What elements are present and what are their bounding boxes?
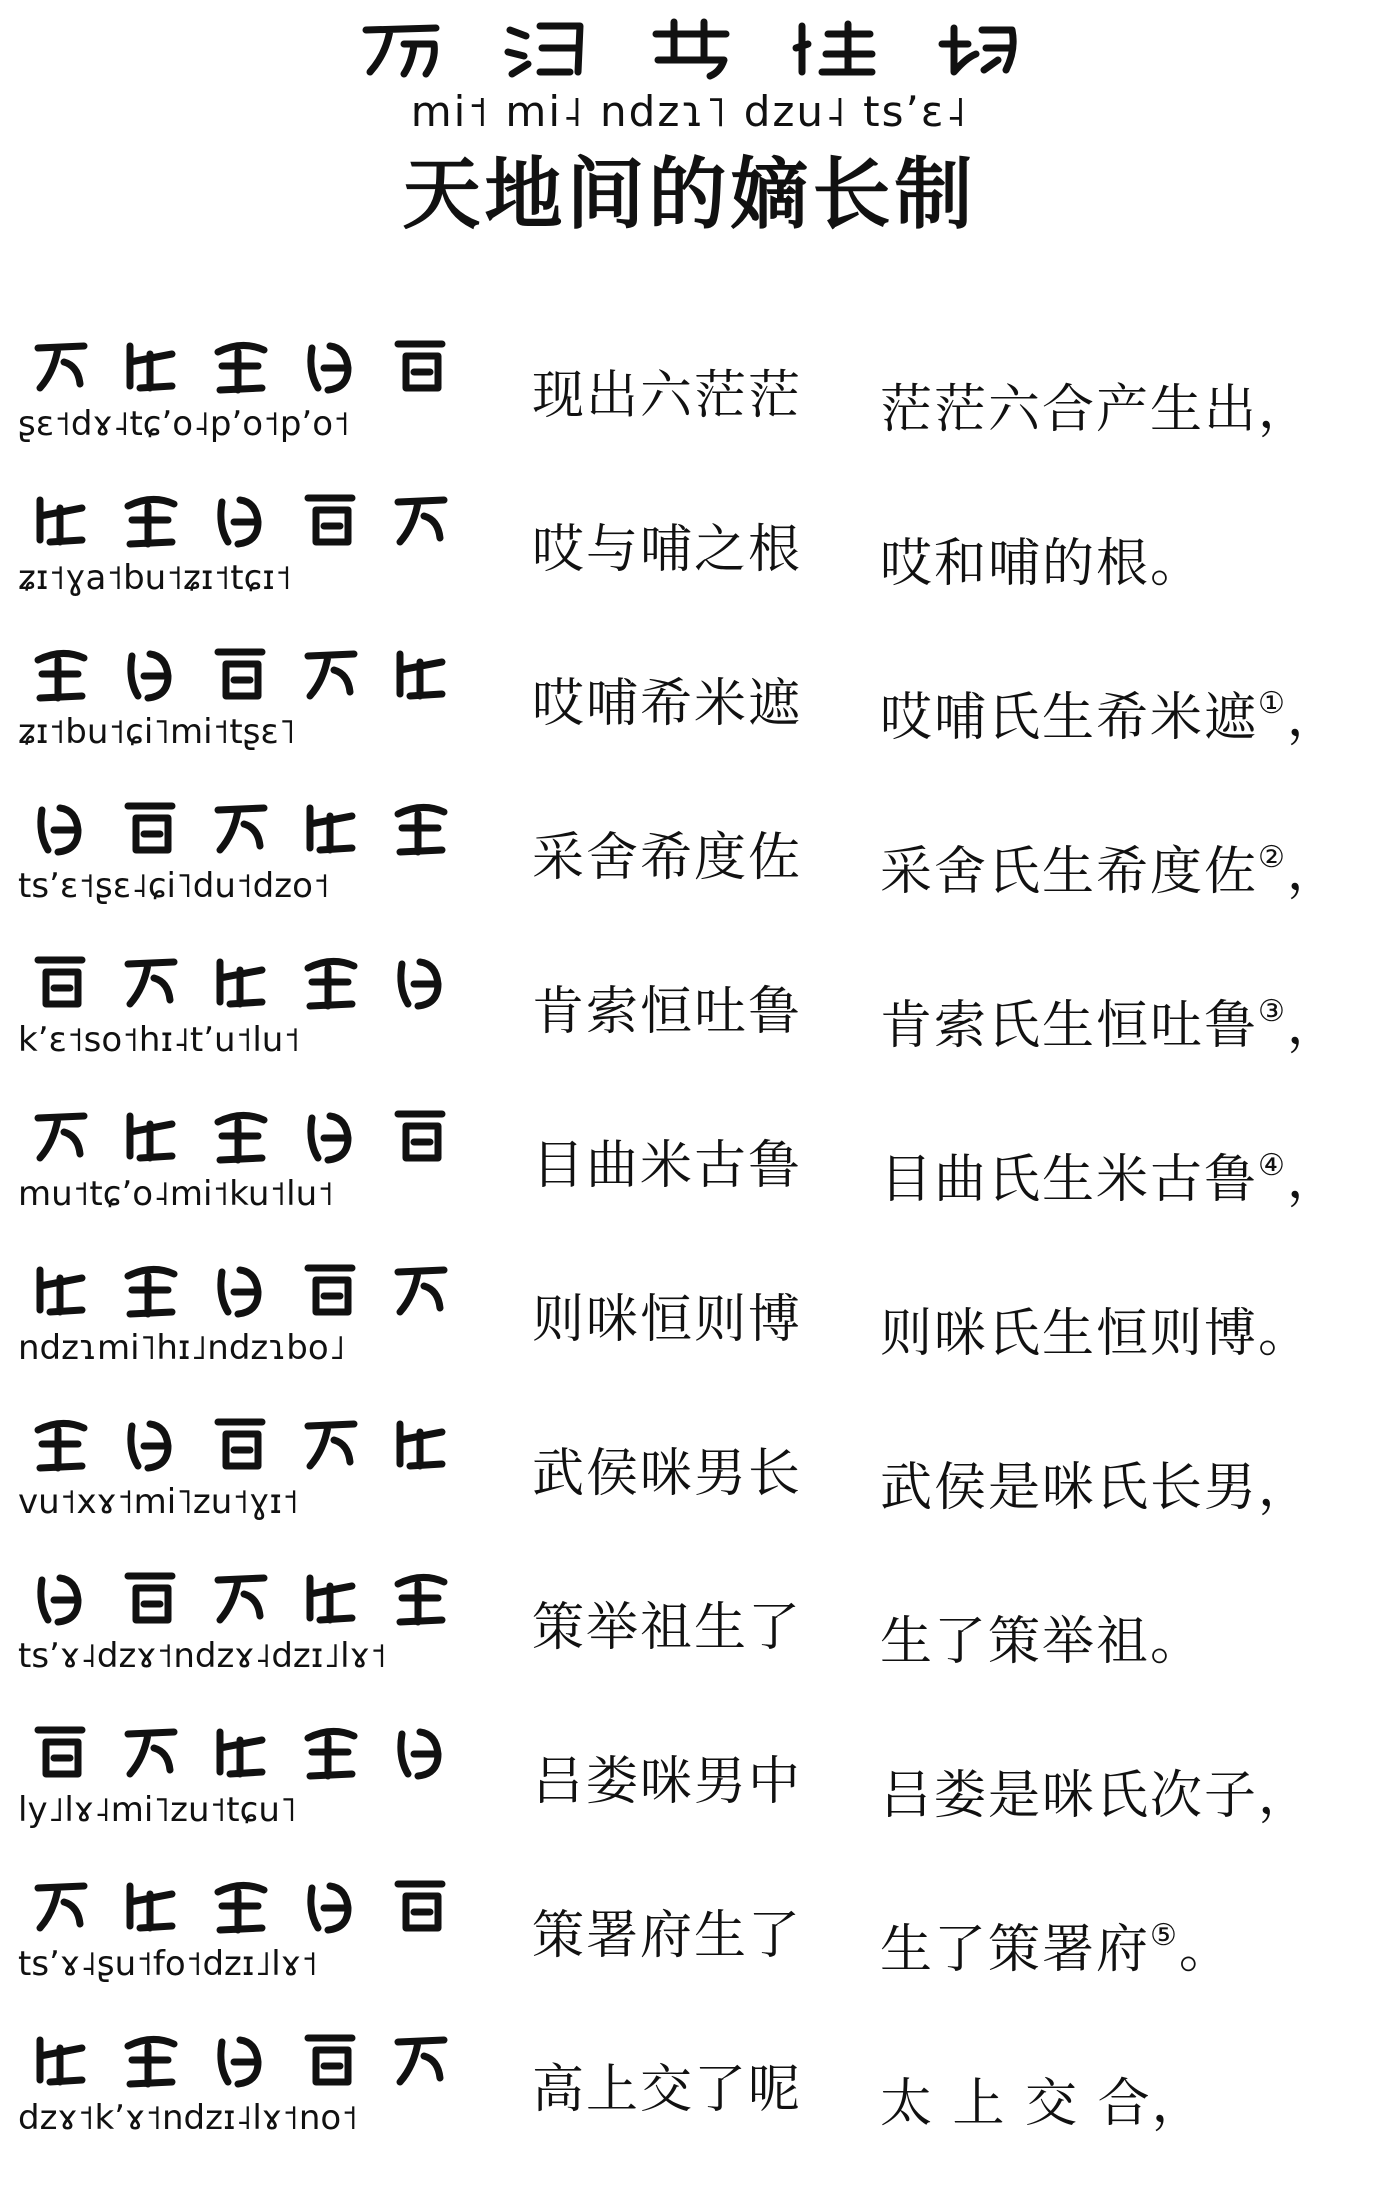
verse-row bbox=[0, 1396, 1379, 1550]
yi-glyph-icon bbox=[388, 640, 454, 704]
verse-transliteration: 目曲米古鲁 bbox=[532, 1136, 803, 1196]
verse-translation bbox=[880, 664, 1341, 758]
footnote-marker: ② bbox=[1258, 840, 1287, 875]
verse-translation bbox=[880, 818, 1341, 912]
verse-translation-text: 采舍氏生希度佐 bbox=[880, 842, 1259, 902]
verse-row bbox=[0, 472, 1379, 626]
title-phonetic: mi˦ mi˨ ndzɿ˥ dzu˨ tsʼɛ˨ bbox=[410, 87, 969, 136]
yi-glyph-icon bbox=[208, 794, 274, 858]
yi-glyph-icon bbox=[388, 948, 454, 1012]
yi-column bbox=[18, 1872, 458, 1988]
yi-glyph-icon bbox=[298, 640, 364, 704]
yi-glyph-icon bbox=[298, 332, 364, 396]
yi-glyph-icon bbox=[28, 640, 94, 704]
yi-glyph-icon bbox=[388, 486, 454, 550]
verse-punctuation: ， bbox=[1258, 1458, 1313, 1518]
yi-column bbox=[18, 1410, 458, 1526]
verse-punctuation: ， bbox=[1258, 1766, 1313, 1826]
verse-transliteration: 现出六茫茫 bbox=[532, 366, 803, 426]
yi-glyph-icon bbox=[388, 1410, 454, 1474]
yi-script bbox=[18, 332, 458, 400]
verse-transliteration: 哎哺希米遮 bbox=[532, 674, 803, 734]
verse-translation bbox=[880, 972, 1341, 1066]
verse-row bbox=[0, 318, 1379, 472]
yi-script bbox=[18, 2026, 458, 2094]
yi-glyph-icon bbox=[118, 2026, 184, 2090]
verse-row bbox=[0, 1550, 1379, 1704]
yi-glyph-icon bbox=[208, 486, 274, 550]
yi-column bbox=[18, 1256, 458, 1372]
verse-phonetic: tsʼɛ˦ʂɛ˨ɕi˥du˦dzo˦ bbox=[18, 866, 330, 906]
verse-transliteration: 策署府生了 bbox=[532, 1906, 803, 1966]
yi-glyph-icon bbox=[298, 486, 364, 550]
verse-translation-text: 生了策举祖 bbox=[880, 1612, 1151, 1672]
yi-glyph-icon bbox=[28, 1102, 94, 1166]
verse-translation-text: 武侯是咪氏长男 bbox=[880, 1458, 1259, 1518]
title-yi-script bbox=[0, 14, 1379, 84]
yi-column bbox=[18, 1564, 458, 1680]
yi-glyph-icon bbox=[118, 1564, 184, 1628]
yi-glyph-icon bbox=[208, 1718, 274, 1782]
verse-translation-text: 太 上 交 合 bbox=[880, 2074, 1152, 2134]
yi-glyph-icon bbox=[298, 948, 364, 1012]
verse-punctuation: 。 bbox=[1258, 1304, 1313, 1364]
verse-transliteration: 吕娄咪男中 bbox=[532, 1752, 803, 1812]
verse-translation-text: 茫茫六合产生出 bbox=[880, 380, 1259, 440]
yi-glyph-icon bbox=[208, 640, 274, 704]
page-title: 天地间的嫡长制 bbox=[402, 149, 977, 240]
footnote-marker: ③ bbox=[1258, 994, 1287, 1029]
yi-glyph-icon bbox=[388, 332, 454, 396]
yi-glyph-icon bbox=[208, 948, 274, 1012]
verse-phonetic: vu˦xɤ˦mi˥zu˦ɣɪ˦ bbox=[18, 1482, 299, 1522]
verse-transliteration: 高上交了呢 bbox=[532, 2060, 803, 2120]
yi-script bbox=[18, 948, 458, 1016]
verse-list bbox=[0, 318, 1379, 2166]
verse-transliteration: 武侯咪男长 bbox=[532, 1444, 803, 1504]
verse-row bbox=[0, 780, 1379, 934]
yi-glyph-icon bbox=[644, 14, 736, 82]
yi-glyph-icon bbox=[298, 1410, 364, 1474]
yi-glyph-icon bbox=[118, 1718, 184, 1782]
verse-translation bbox=[880, 1434, 1312, 1528]
verse-translation bbox=[880, 510, 1204, 604]
yi-glyph-icon bbox=[298, 1102, 364, 1166]
yi-glyph-icon bbox=[208, 1410, 274, 1474]
verse-translation bbox=[880, 1588, 1204, 1682]
yi-glyph-icon bbox=[28, 1718, 94, 1782]
header bbox=[0, 0, 1379, 250]
verse-transliteration: 则咪恒则博 bbox=[532, 1290, 803, 1350]
verse-row bbox=[0, 2012, 1379, 2166]
yi-column bbox=[18, 1718, 458, 1834]
verse-punctuation: ， bbox=[1286, 1150, 1341, 1210]
verse-translation-text: 哎和哺的根 bbox=[880, 534, 1151, 594]
yi-column bbox=[18, 640, 458, 756]
yi-column bbox=[18, 2026, 458, 2142]
verse-phonetic: ly˩lɤ˨mi˥zu˦tɕu˥ bbox=[18, 1790, 297, 1830]
verse-phonetic: ʑɪ˦ɣa˦bu˦ʑɪ˦tɕɪ˦ bbox=[18, 558, 292, 598]
yi-column bbox=[18, 332, 458, 448]
verse-transliteration: 肯索恒吐鲁 bbox=[532, 982, 803, 1042]
yi-glyph-icon bbox=[208, 1102, 274, 1166]
footnote-marker: ① bbox=[1258, 686, 1287, 721]
yi-glyph-icon bbox=[208, 1872, 274, 1936]
verse-row bbox=[0, 1704, 1379, 1858]
yi-glyph-icon bbox=[118, 1872, 184, 1936]
verse-transliteration: 策举祖生了 bbox=[532, 1598, 803, 1658]
verse-transliteration: 哎与哺之根 bbox=[532, 520, 803, 580]
yi-glyph-icon bbox=[388, 1718, 454, 1782]
yi-glyph-icon bbox=[28, 486, 94, 550]
yi-script bbox=[18, 1256, 458, 1324]
yi-glyph-icon bbox=[28, 1564, 94, 1628]
verse-translation bbox=[880, 1126, 1341, 1220]
yi-glyph-icon bbox=[388, 1102, 454, 1166]
verse-row bbox=[0, 1242, 1379, 1396]
yi-glyph-icon bbox=[298, 2026, 364, 2090]
yi-glyph-icon bbox=[118, 948, 184, 1012]
verse-phonetic: ndzɿmi˥hɪ˩ndzɿbo˩ bbox=[18, 1328, 346, 1368]
yi-glyph-icon bbox=[118, 640, 184, 704]
footnote-marker: ④ bbox=[1258, 1148, 1287, 1183]
verse-translation bbox=[880, 1280, 1312, 1374]
verse-row bbox=[0, 1858, 1379, 2012]
yi-glyph-icon bbox=[28, 1872, 94, 1936]
verse-translation bbox=[880, 1896, 1233, 1990]
yi-glyph-icon bbox=[388, 1872, 454, 1936]
yi-glyph-icon bbox=[28, 1256, 94, 1320]
yi-glyph-icon bbox=[118, 486, 184, 550]
verse-row bbox=[0, 934, 1379, 1088]
yi-glyph-icon bbox=[388, 1564, 454, 1628]
yi-glyph-icon bbox=[28, 2026, 94, 2090]
verse-translation bbox=[880, 1742, 1312, 1836]
yi-glyph-icon bbox=[208, 1564, 274, 1628]
yi-glyph-icon bbox=[28, 1410, 94, 1474]
verse-translation-text: 则咪氏生恒则博 bbox=[880, 1304, 1259, 1364]
yi-glyph-icon bbox=[118, 794, 184, 858]
yi-script bbox=[18, 1102, 458, 1170]
verse-punctuation: ， bbox=[1286, 842, 1341, 902]
yi-glyph-icon bbox=[298, 1564, 364, 1628]
yi-glyph-icon bbox=[208, 2026, 274, 2090]
yi-glyph-icon bbox=[500, 14, 592, 82]
verse-punctuation: ， bbox=[1286, 688, 1341, 748]
verse-translation-text: 目曲氏生米古鲁 bbox=[880, 1150, 1259, 1210]
yi-script bbox=[18, 1718, 458, 1786]
yi-script bbox=[18, 1872, 458, 1940]
yi-script bbox=[18, 640, 458, 708]
yi-column bbox=[18, 486, 458, 602]
verse-row bbox=[0, 1088, 1379, 1242]
footnote-marker: ⑤ bbox=[1150, 1918, 1179, 1953]
yi-script bbox=[18, 486, 458, 554]
verse-translation-text: 吕娄是咪氏次子 bbox=[880, 1766, 1259, 1826]
verse-transliteration: 采舍希度佐 bbox=[532, 828, 803, 888]
verse-phonetic: mu˦tɕʼo˨mi˦ku˦lu˦ bbox=[18, 1174, 334, 1214]
verse-row bbox=[0, 626, 1379, 780]
verse-translation-text: 肯索氏生恒吐鲁 bbox=[880, 996, 1259, 1056]
verse-phonetic: tsʼɤ˨dzɤ˦ndzɤ˨dzɪ˩lɤ˦ bbox=[18, 1636, 387, 1676]
yi-glyph-icon bbox=[28, 948, 94, 1012]
yi-glyph-icon bbox=[208, 1256, 274, 1320]
yi-script bbox=[18, 1410, 458, 1478]
yi-glyph-icon bbox=[298, 1718, 364, 1782]
verse-phonetic: ʂɛ˦dɤ˨tɕʼo˨pʼo˦pʼo˦ bbox=[18, 404, 350, 444]
yi-glyph-icon bbox=[28, 332, 94, 396]
yi-glyph-icon bbox=[118, 1102, 184, 1166]
yi-glyph-icon bbox=[788, 14, 880, 82]
yi-glyph-icon bbox=[388, 2026, 454, 2090]
yi-glyph-icon bbox=[298, 1872, 364, 1936]
yi-glyph-icon bbox=[28, 794, 94, 858]
verse-phonetic: tsʼɤ˨ʂu˦fo˦dzɪ˩lɤ˦ bbox=[18, 1944, 318, 1984]
yi-column bbox=[18, 948, 458, 1064]
yi-script bbox=[18, 794, 458, 862]
verse-phonetic: ʑɪ˦bu˦ɕi˥mi˦tʂɛ˥ bbox=[18, 712, 296, 752]
verse-translation-text: 生了策署府 bbox=[880, 1920, 1151, 1980]
yi-column bbox=[18, 794, 458, 910]
yi-glyph-icon bbox=[356, 14, 448, 82]
verse-phonetic: dzɤ˦kʼɤ˦ndzɪ˨lɤ˦no˦ bbox=[18, 2098, 358, 2138]
verse-punctuation: ， bbox=[1258, 380, 1313, 440]
yi-glyph-icon bbox=[932, 14, 1024, 82]
verse-translation bbox=[880, 356, 1312, 450]
verse-punctuation: 。 bbox=[1150, 1612, 1205, 1672]
yi-glyph-icon bbox=[388, 1256, 454, 1320]
verse-punctuation: ， bbox=[1151, 2074, 1206, 2134]
yi-glyph-icon bbox=[388, 794, 454, 858]
yi-glyph-icon bbox=[208, 332, 274, 396]
yi-glyph-icon bbox=[118, 332, 184, 396]
yi-script bbox=[18, 1564, 458, 1632]
verse-punctuation: 。 bbox=[1150, 534, 1205, 594]
verse-punctuation: 。 bbox=[1178, 1920, 1233, 1980]
verse-translation-text: 哎哺氏生希米遮 bbox=[880, 688, 1259, 748]
verse-phonetic: kʼɛ˦so˦hɪ˨tʼu˦lu˦ bbox=[18, 1020, 301, 1060]
yi-glyph-icon bbox=[118, 1256, 184, 1320]
yi-glyph-icon bbox=[298, 794, 364, 858]
verse-punctuation: ， bbox=[1286, 996, 1341, 1056]
verse-translation bbox=[880, 2050, 1206, 2144]
yi-glyph-icon bbox=[118, 1410, 184, 1474]
yi-glyph-icon bbox=[298, 1256, 364, 1320]
yi-column bbox=[18, 1102, 458, 1218]
